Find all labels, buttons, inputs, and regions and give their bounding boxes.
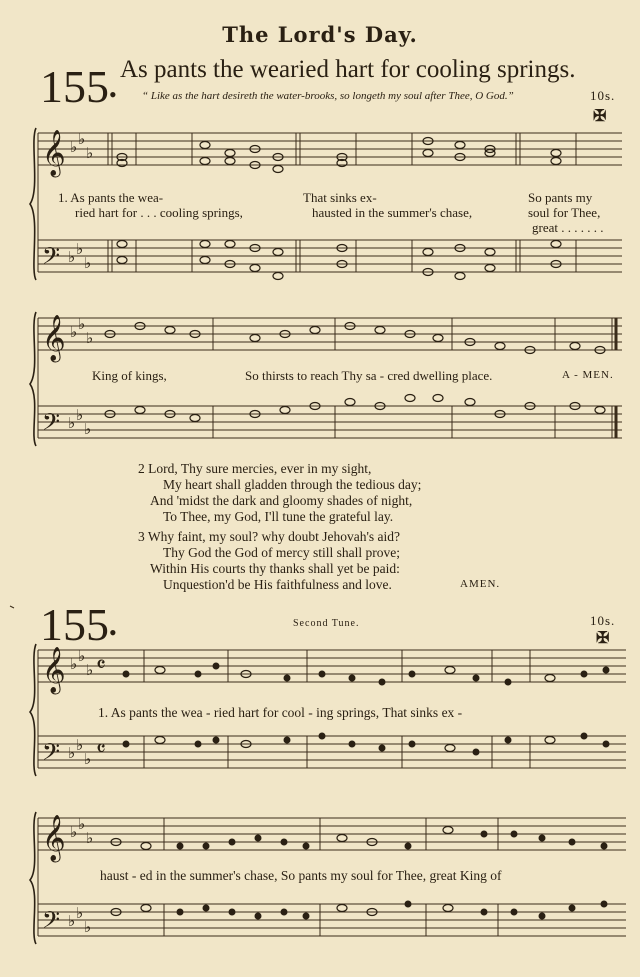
system1-bass-staff	[38, 240, 622, 272]
hymn2-heading	[40, 599, 117, 650]
svg-text:♭: ♭	[76, 240, 84, 258]
svg-text:♭: ♭	[68, 248, 76, 266]
hymn1-lyric-col3-line2: soul for Thee,	[528, 205, 601, 220]
system4-bass-staff	[38, 904, 626, 936]
hymn1-lyric-row2-part1: King of kings,	[92, 368, 167, 383]
svg-text:♭: ♭	[76, 406, 84, 424]
svg-text:♭: ♭	[84, 750, 92, 768]
svg-text:♭: ♭	[68, 744, 76, 762]
svg-text:♭: ♭	[86, 144, 94, 162]
hymn2-lyric-row2: haust - ed in the summer's chase, So pants my soul for Thee, great King of	[100, 868, 502, 883]
system1-brace	[30, 128, 36, 280]
verse3-amen: AMEN.	[460, 578, 501, 590]
hymn1-lyric-col2-line1: That sinks ex-	[303, 190, 377, 205]
svg-text:♭: ♭	[68, 414, 76, 432]
system3-brace	[30, 644, 36, 776]
svg-text:♭: ♭	[78, 130, 86, 148]
svg-text:𝄴: 𝄴	[96, 737, 106, 762]
hymn2-number: 155	[40, 599, 109, 650]
svg-text:𝄞: 𝄞	[42, 130, 66, 176]
svg-text:♭: ♭	[86, 661, 94, 679]
svg-text:𝄢: 𝄢	[42, 906, 61, 939]
svg-text:♭: ♭	[70, 138, 78, 156]
svg-text:♭: ♭	[86, 829, 94, 847]
hymn1-lyric-amen: A - MEN.	[562, 369, 614, 381]
system4-brace	[30, 812, 36, 944]
hymn1-tune-title: As pants the wearied hart for cooling springs.	[120, 56, 576, 83]
verse2-line1: 2 Lord, Thy sure mercies, ever in my sight,	[138, 461, 372, 476]
system2-bass-staff	[38, 406, 622, 438]
hymn2-cross-mark: ✠	[596, 630, 610, 647]
hymn1-lyric-row2-part2: So thirsts to reach Thy sa - cred dwelling place.	[245, 368, 493, 383]
hymn2-meter: 10s.	[590, 613, 616, 628]
verse3-line2: Thy God the God of mercy still shall prove;	[163, 545, 400, 560]
svg-text:𝄢: 𝄢	[42, 242, 61, 275]
hymn1-lyric-col2-line2: hausted in the summer's chase,	[312, 205, 473, 220]
svg-text:♭: ♭	[78, 315, 86, 333]
hymn2-number-dot: •	[109, 620, 117, 645]
hymn1-meter: 10s.	[590, 88, 616, 103]
svg-text:𝄢: 𝄢	[42, 738, 61, 771]
system1-treble-notes	[117, 138, 561, 173]
page-title: The Lord's Day.	[222, 22, 418, 47]
svg-text:♭: ♭	[70, 655, 78, 673]
system2-brace	[30, 312, 36, 446]
system1-bass-notes	[117, 241, 561, 280]
verse2-line4: To Thee, my God, I'll tune the grateful lay.	[163, 509, 394, 524]
svg-text:♭: ♭	[78, 815, 86, 833]
svg-text:♭: ♭	[70, 823, 78, 841]
hymn1-number: 155	[40, 61, 109, 112]
svg-text:♭: ♭	[70, 323, 78, 341]
verse3-line3: Within His courts thy thanks shall yet be paid:	[150, 561, 400, 576]
svg-text:𝄞: 𝄞	[42, 815, 66, 861]
verse3-line4: Unquestion'd be His faithfulness and love.	[163, 577, 392, 592]
hymn1-lyric-col3-line1: So pants my	[528, 190, 593, 205]
svg-text:♭: ♭	[86, 329, 94, 347]
verse3-line1: 3 Why faint, my soul? why doubt Jehovah's aid?	[138, 529, 401, 544]
hymn1-lyric-col3-line3: great . . . . . . .	[532, 220, 604, 235]
svg-text:𝄴: 𝄴	[96, 653, 106, 678]
hymn1-lyric-col1-line1: 1. As pants the wea-	[58, 190, 164, 205]
system2-treble-staff	[38, 318, 622, 350]
verse2-line3: And 'midst the dark and gloomy shades of night,	[150, 493, 413, 508]
hymn1-lyric-col1-line2: ried hart for . . . cooling springs,	[75, 205, 243, 220]
svg-text:♭: ♭	[76, 904, 84, 922]
hymn1-cross-mark: ✠	[593, 108, 607, 125]
svg-text:♭: ♭	[84, 918, 92, 936]
svg-text:𝄢: 𝄢	[42, 408, 61, 441]
svg-text:𝄞: 𝄞	[42, 315, 66, 361]
svg-text:𝄞: 𝄞	[42, 647, 66, 693]
svg-text:♭: ♭	[78, 647, 86, 665]
svg-text:♭: ♭	[68, 912, 76, 930]
hymn2-lyric-row1: 1. As pants the wea - ried hart for cool - ing springs, That sinks ex -	[98, 705, 463, 720]
system4-treble-staff	[38, 818, 626, 850]
hymn2-subtitle: Second Tune.	[293, 618, 360, 629]
verse2-line2: My heart shall gladden through the tedious day;	[163, 477, 422, 492]
svg-text:♭: ♭	[76, 736, 84, 754]
hymn1-epigraph: “ Like as the hart desireth the water-brooks, so longeth my soul after Thee, O God.”	[142, 90, 514, 102]
hymn1-number-dot: •	[109, 82, 117, 107]
svg-text:♭: ♭	[84, 420, 92, 438]
svg-text:♭: ♭	[84, 254, 92, 272]
